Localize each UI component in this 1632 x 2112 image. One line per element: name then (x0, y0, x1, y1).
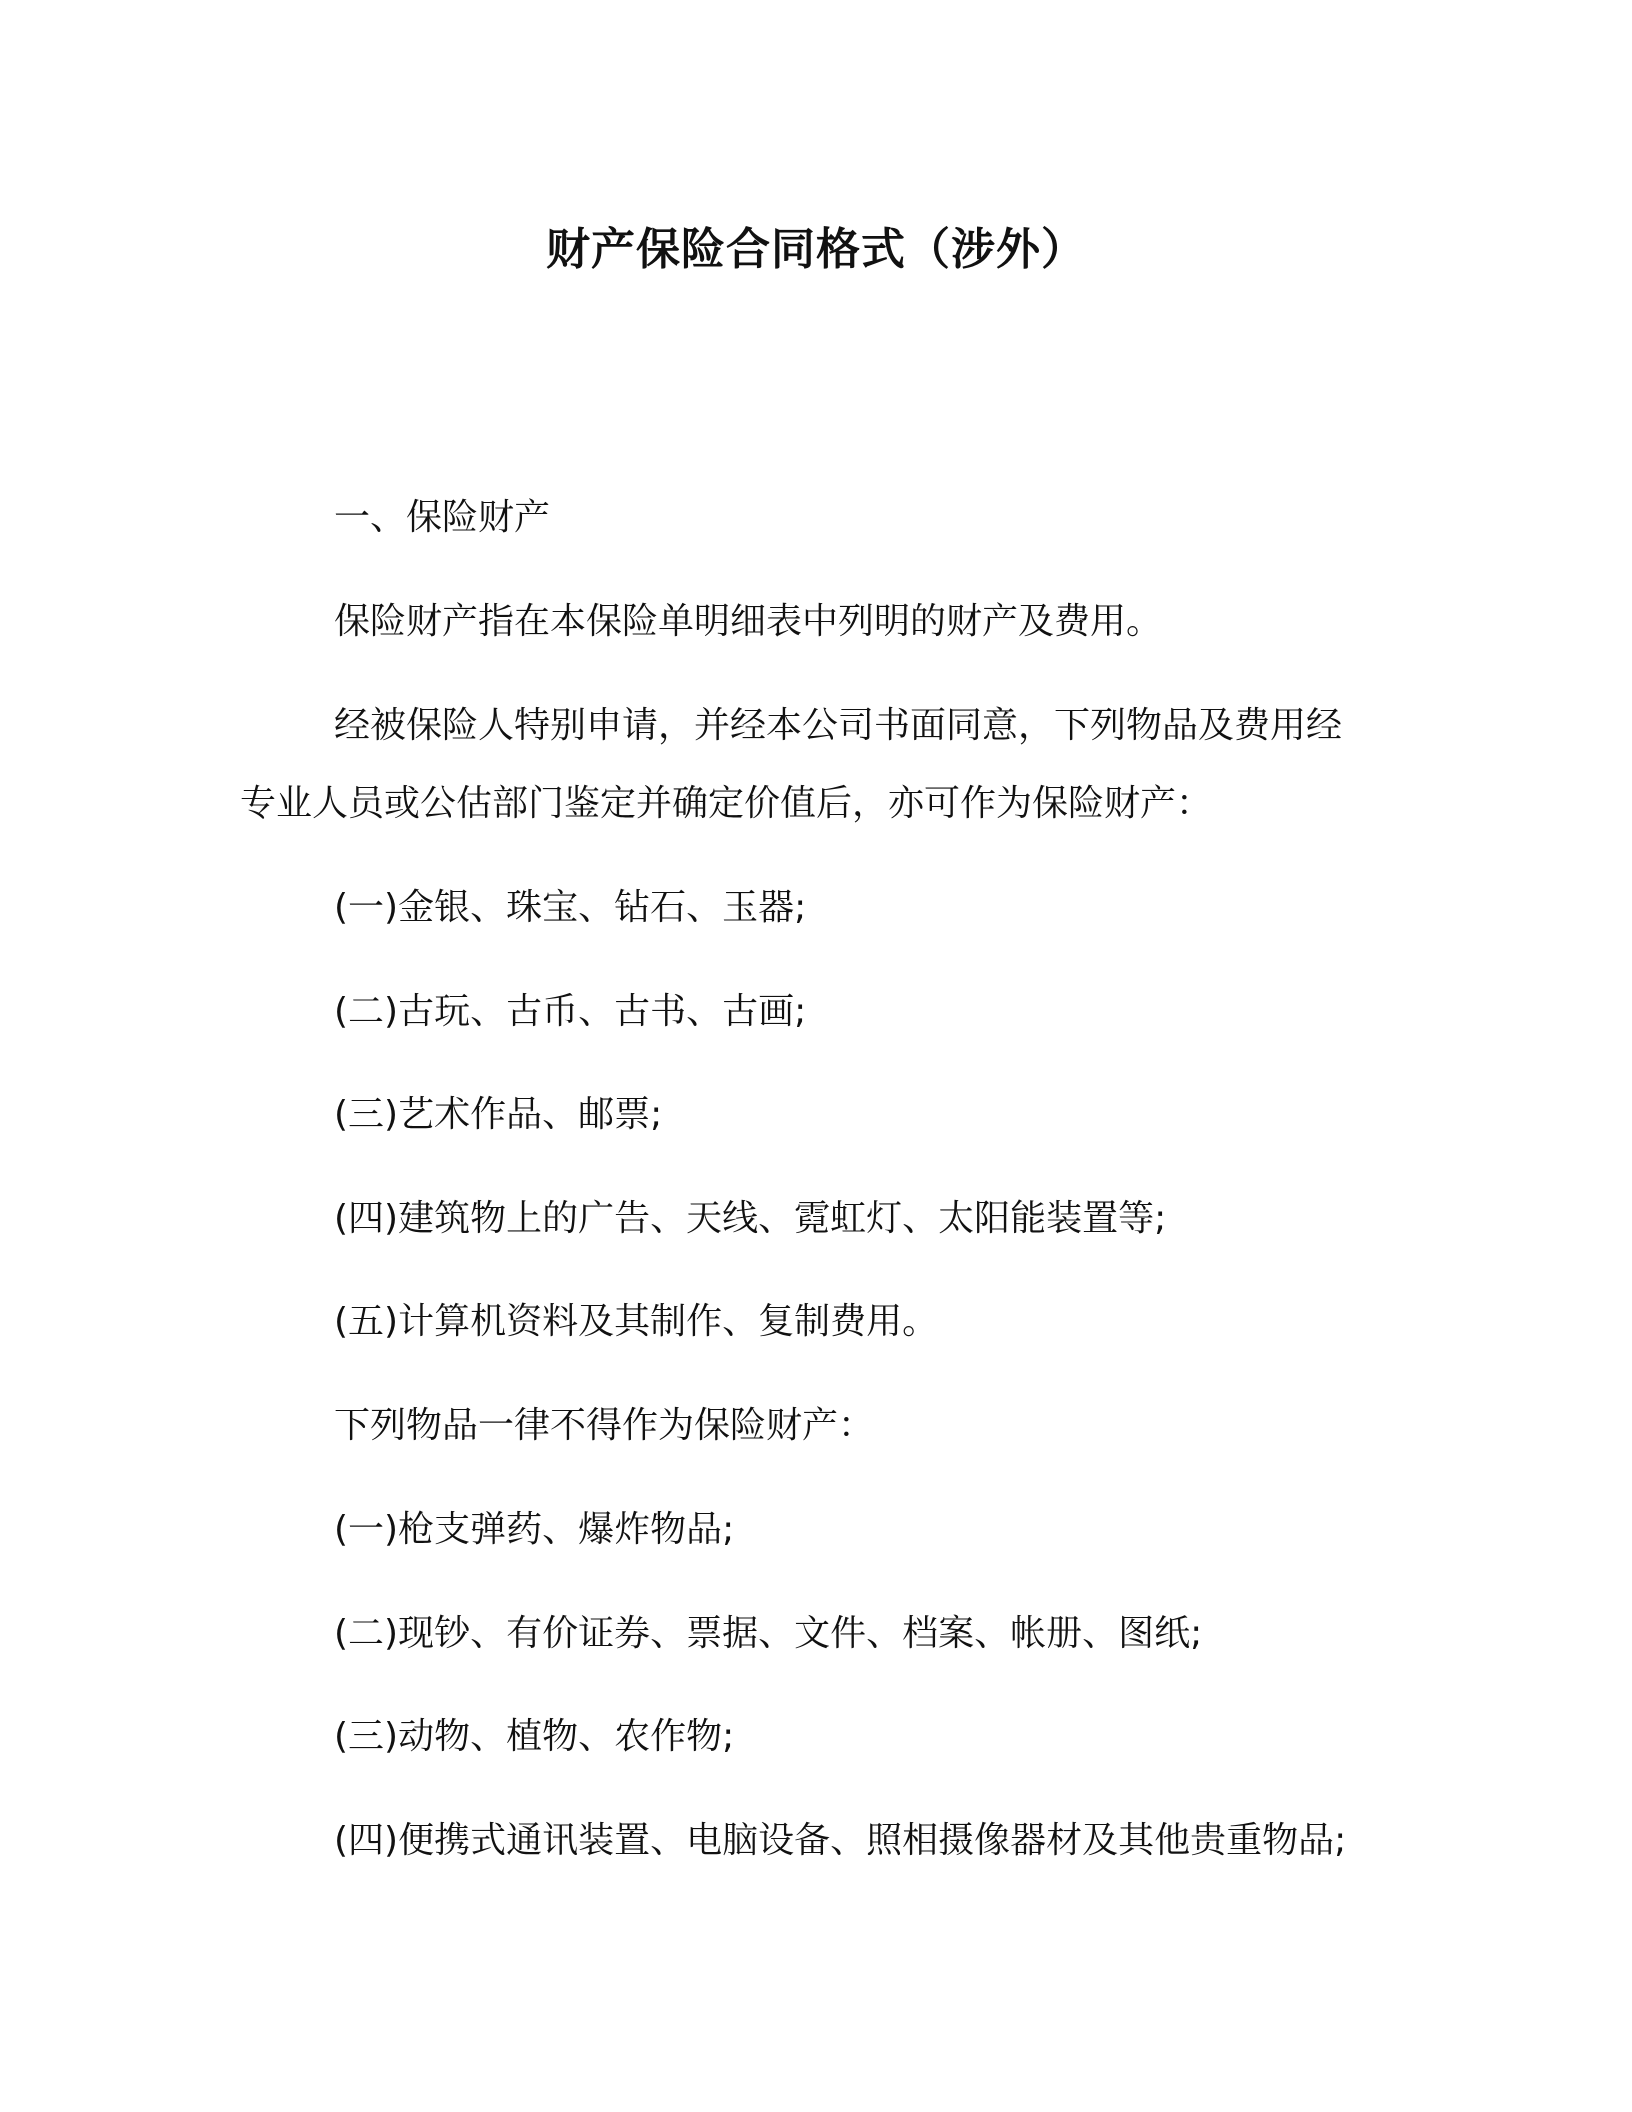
insurable-item: (三)艺术作品、邮票; (334, 1094, 663, 1135)
intro-paragraph: 保险财产指在本保险单明细表中列明的财产及费用。 (334, 601, 1163, 642)
exclusion-heading: 下列物品一律不得作为保险财产： (334, 1405, 875, 1446)
special-application-line-1: 经被保险人特别申请，并经本公司书面同意，下列物品及费用经 (334, 705, 1343, 746)
insurable-item: (五)计算机资料及其制作、复制费用。 (334, 1301, 939, 1342)
insurable-item: (四)建筑物上的广告、天线、霓虹灯、太阳能装置等; (334, 1198, 1167, 1239)
special-application-line-2: 专业人员或公估部门鉴定并确定价值后，亦可作为保险财产： (240, 783, 1213, 824)
excluded-item: (三)动物、植物、农作物; (334, 1716, 735, 1757)
excluded-item: (二)现钞、有价证券、票据、文件、档案、帐册、图纸; (334, 1613, 1203, 1654)
section-heading: 一、保险财产 (334, 497, 551, 538)
excluded-item: (一)枪支弹药、爆炸物品; (334, 1509, 735, 1550)
insurable-item: (一)金银、珠宝、钻石、玉器; (334, 887, 807, 928)
document-title: 财产保险合同格式（涉外） (546, 224, 1086, 275)
insurable-item: (二)古玩、古币、古书、古画; (334, 991, 807, 1032)
excluded-item: (四)便携式通讯装置、电脑设备、照相摄像器材及其他贵重物品; (334, 1820, 1347, 1861)
